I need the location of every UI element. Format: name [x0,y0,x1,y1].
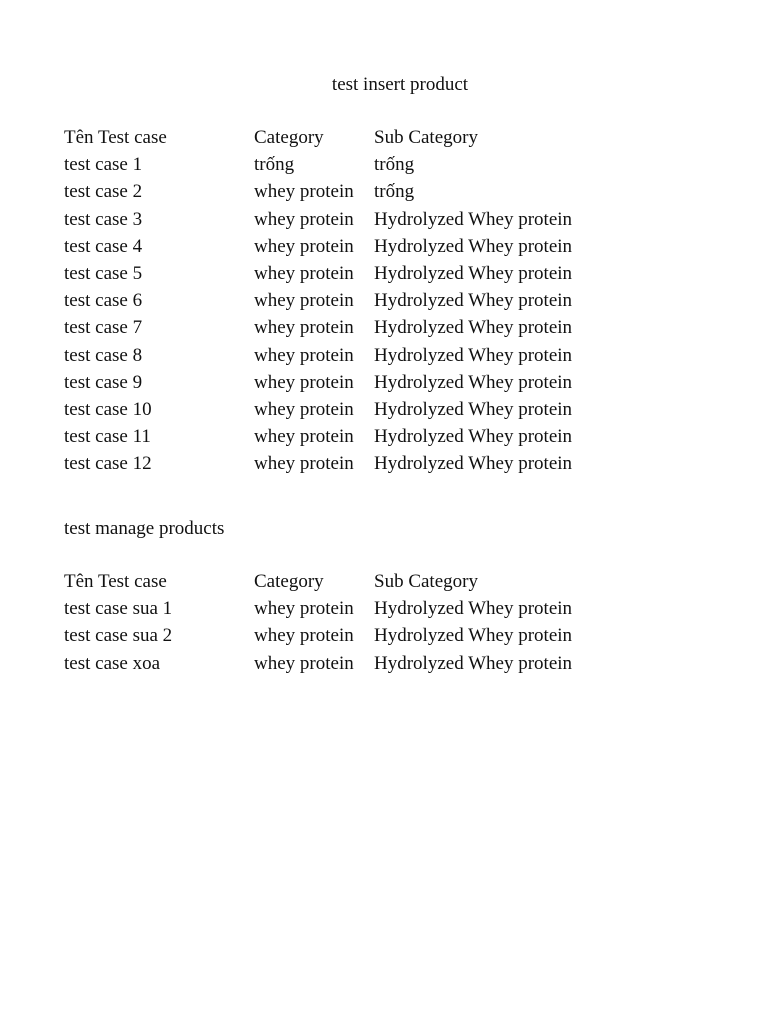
cell-sub-category: Hydrolyzed Whey protein [374,598,573,620]
column-header-test-case-name: Tên Test case [64,127,167,148]
table-row [64,178,634,205]
cell-sub-category: Hydrolyzed Whey protein [374,426,573,448]
table-header-row [64,124,634,151]
cell-category: whey protein [254,371,354,393]
cell-category: whey protein [254,344,354,366]
cell-sub-category: Hydrolyzed Whey protein [374,453,573,475]
section-title-insert-product: test insert product [331,74,469,95]
manage-products-table [64,568,634,677]
table-row [64,369,634,396]
insert-product-table [64,124,634,478]
table-row [64,233,634,260]
table-row [64,260,634,287]
table-row [64,650,634,677]
cell-test-case-name: test case 8 [64,344,143,366]
cell-test-case-name: test case 6 [64,290,143,312]
cell-test-case-name: test case 10 [64,399,152,421]
cell-category: whey protein [254,625,354,647]
cell-sub-category: trống [374,154,415,176]
cell-test-case-name: test case 4 [64,235,143,257]
cell-category: whey protein [254,453,354,475]
cell-test-case-name: test case 12 [64,453,152,475]
cell-category: whey protein [254,426,354,448]
cell-sub-category: Hydrolyzed Whey protein [374,317,573,339]
cell-sub-category: Hydrolyzed Whey protein [374,344,573,366]
cell-category: whey protein [254,235,354,257]
table-row [64,151,634,178]
cell-test-case-name: test case xoa [64,652,161,674]
cell-category: whey protein [254,399,354,421]
cell-category: whey protein [254,208,354,230]
table-row [64,314,634,341]
cell-category: whey protein [254,652,354,674]
cell-test-case-name: test case 7 [64,317,143,339]
cell-sub-category: Hydrolyzed Whey protein [374,625,573,647]
cell-sub-category: trống [374,181,415,203]
table-row [64,396,634,423]
column-header-test-case-name: Tên Test case [64,571,167,592]
table-header-row [64,568,634,595]
cell-sub-category: Hydrolyzed Whey protein [374,290,573,312]
cell-sub-category: Hydrolyzed Whey protein [374,399,573,421]
cell-sub-category: Hydrolyzed Whey protein [374,263,573,285]
cell-test-case-name: test case 11 [64,426,151,448]
cell-test-case-name: test case 1 [64,154,143,176]
section-title-manage-products: test manage products [64,518,225,539]
table-row [64,287,634,314]
table-row [64,595,634,622]
cell-test-case-name: test case 2 [64,181,143,203]
cell-sub-category: Hydrolyzed Whey protein [374,652,573,674]
column-header-sub-category: Sub Category [374,127,478,148]
cell-sub-category: Hydrolyzed Whey protein [374,371,573,393]
cell-category: whey protein [254,181,354,203]
cell-test-case-name: test case 5 [64,263,143,285]
cell-category: whey protein [254,317,354,339]
table-row [64,342,634,369]
table-row [64,423,634,450]
cell-category: whey protein [254,263,354,285]
cell-test-case-name: test case sua 2 [64,625,173,647]
cell-test-case-name: test case sua 1 [64,598,173,620]
table-row [64,206,634,233]
cell-sub-category: Hydrolyzed Whey protein [374,235,573,257]
table-row [64,450,634,477]
column-header-sub-category: Sub Category [374,571,478,592]
column-header-category: Category [254,571,324,592]
cell-category: whey protein [254,598,354,620]
column-header-category: Category [254,127,324,148]
cell-test-case-name: test case 9 [64,371,143,393]
cell-test-case-name: test case 3 [64,208,143,230]
cell-category: whey protein [254,290,354,312]
cell-sub-category: Hydrolyzed Whey protein [374,208,573,230]
cell-category: trống [254,154,295,176]
table-row [64,622,634,649]
